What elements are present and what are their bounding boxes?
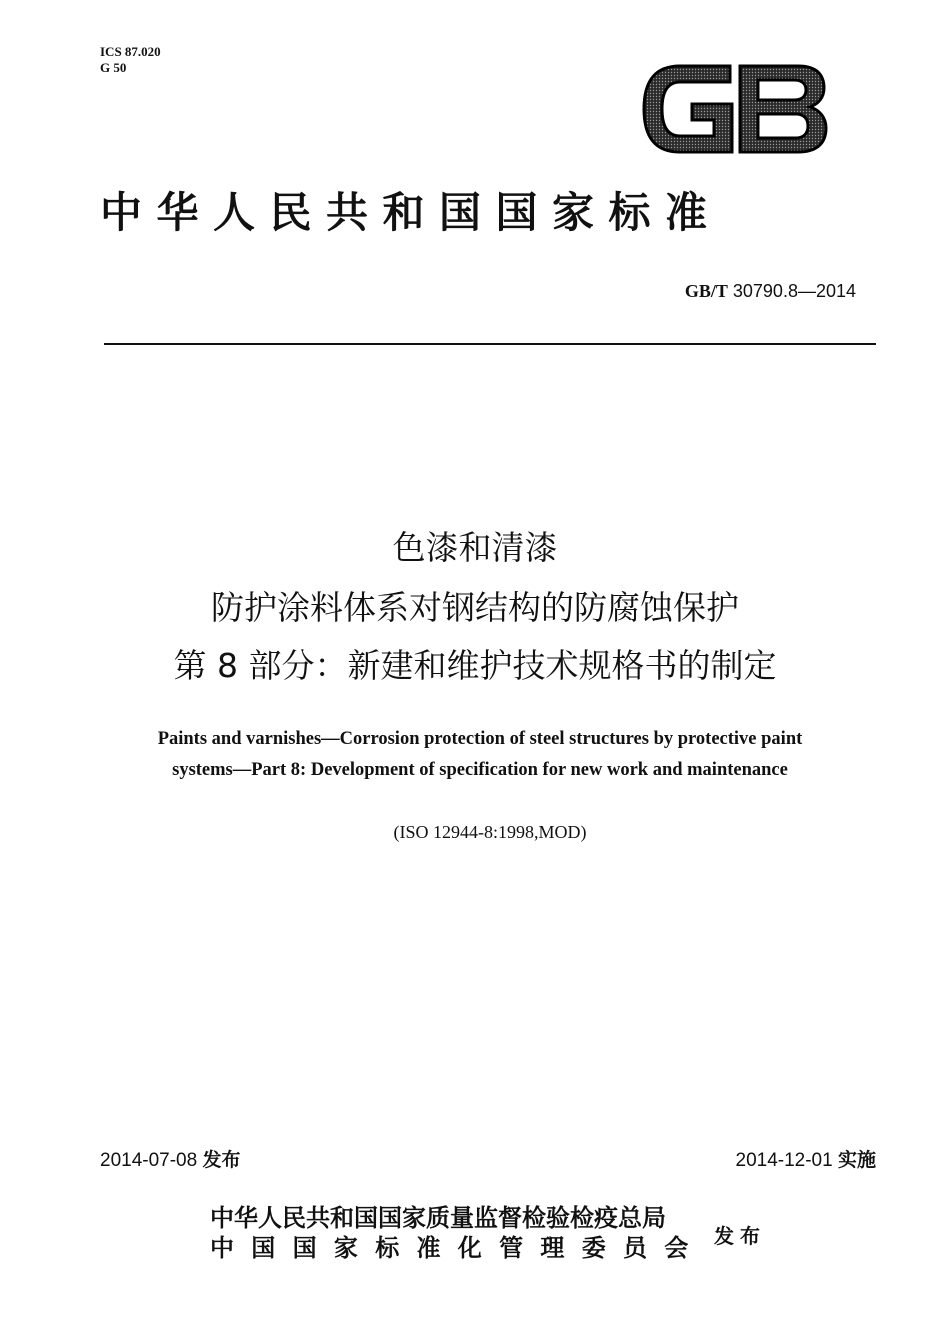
national-standard-title: 中华人民共和国国家标准 [100, 188, 722, 237]
iso-reference: (ISO 12944-8:1998,MOD) [393, 822, 587, 842]
standard-number-value: 30790.8—2014 [732, 281, 856, 301]
effective-date [720, 1145, 876, 1172]
title-en-line2: systems—Part 8: Development of specification for new work and maintenance [172, 760, 788, 780]
publish-label: 发布 [714, 1224, 766, 1248]
issuer-line1: 中华人民共和国国家质量监督检验检疫总局 [210, 1204, 666, 1232]
ccs-code: G 50 [100, 60, 127, 75]
title-cn-line1: 色漆和清漆 [392, 528, 558, 567]
title-en-line1: Paints and varnishes—Corrosion protection of steel structures by protective paint [157, 729, 803, 749]
issuer-line2: 中国国家标准化管理委员会 [210, 1234, 706, 1262]
header-divider [104, 343, 876, 345]
gb-logo-icon [640, 62, 830, 156]
standard-number-prefix: GB/T [684, 281, 728, 301]
issued-date-value: 2014-07-08 [100, 1150, 198, 1171]
classification-codes [100, 44, 161, 76]
standard-number [560, 281, 856, 302]
title-cn-line2: 防护涂料体系对钢结构的防腐蚀保护 [211, 588, 739, 627]
issued-label: 发布 [202, 1149, 241, 1171]
ics-code: ICS 87.020 [100, 44, 161, 59]
title-cn-line3: 第 8 部分：新建和维护技术规格书的制定 [173, 646, 777, 685]
gb-logo [640, 62, 830, 160]
title-en [80, 724, 880, 786]
effective-label: 实施 [837, 1149, 876, 1171]
effective-date-value: 2014-12-01 [735, 1150, 833, 1171]
issued-date [100, 1145, 241, 1172]
